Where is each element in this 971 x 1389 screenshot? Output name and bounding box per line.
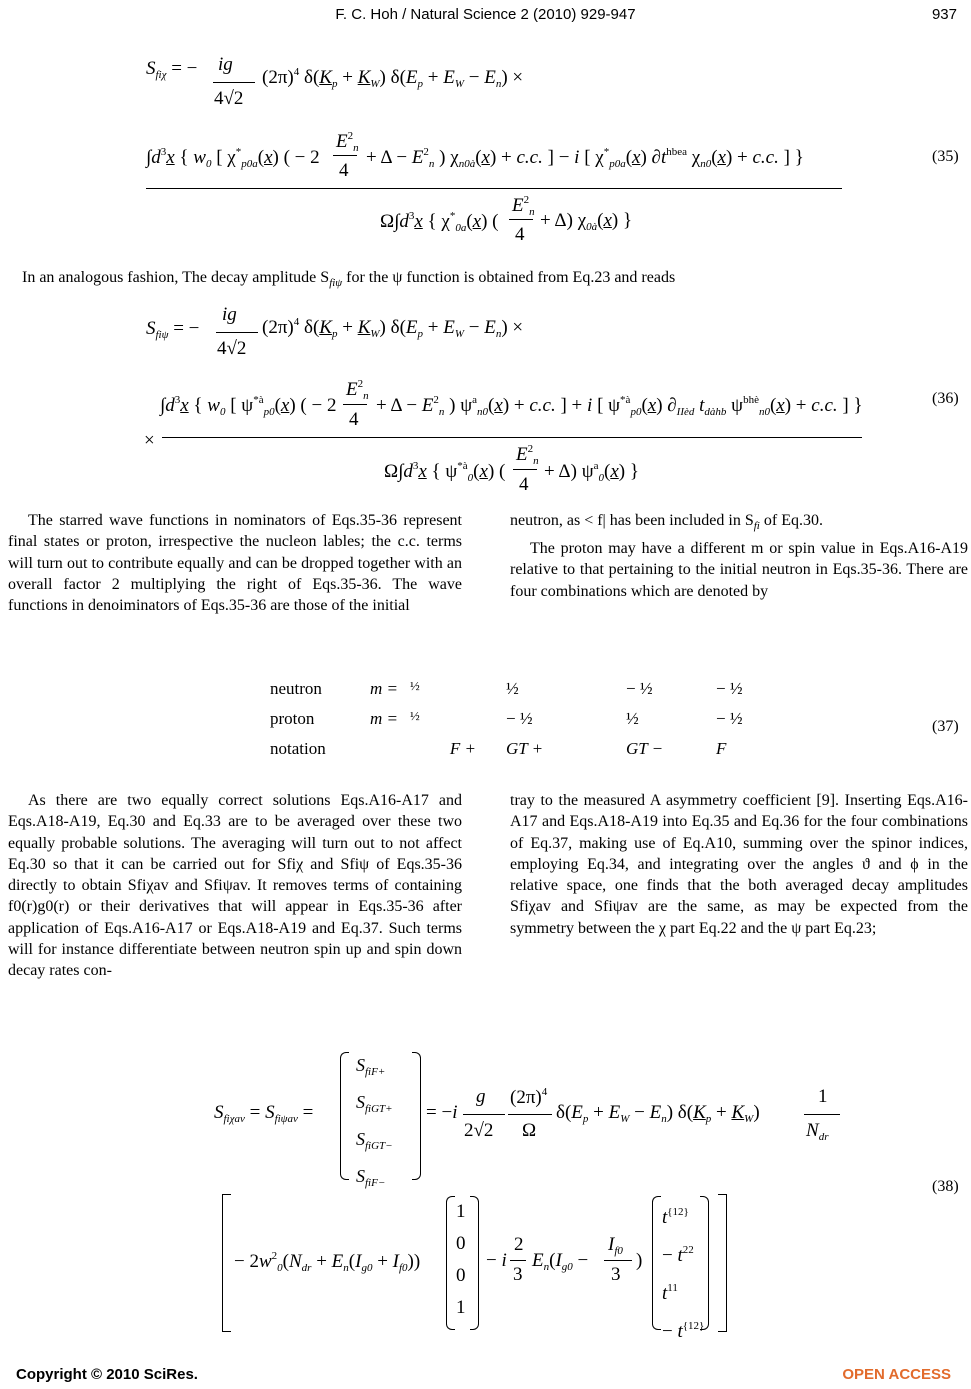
- page-number: 937: [931, 6, 957, 23]
- open-access-label: OPEN ACCESS: [842, 1366, 951, 1383]
- paragraph-right-3: tray to the measured A asymmetry coefficient [9]. Inserting Eqs.A16-A17 and Eqs.A18-A19 into Eq.35 and Eq.36 for the four combinations of Eq.37, making use of Eq.A10, summing over the spinor indices, employing Eq.34, and integrating over the angles ϑ and ϕ in the relative space, one finds that the both averaged decay amplitudes Sfiχav and Sfiψav are the same, as may be expected from the symmetry between the χ part Eq.22 and the ψ part Eq.23;: [510, 792, 968, 937]
- paragraph-right-2: The proton may have a different m or spin value in Eqs.A16-A19 relative to that pertaining to the initial neutron in Eqs.35-36. There are four combinations which are denoted by: [510, 540, 968, 600]
- equation-number: (36): [932, 390, 959, 407]
- copyright-footer: Copyright © 2010 SciRes.: [16, 1366, 198, 1383]
- paragraph-left-1: The starred wave functions in nominators of Eqs.35-36 represent final states or proton, irrespective the nucleon lables; the c.c. terms will turn out to contribute equally and can be dropped together with an overall factor 2 multiplying the right of Eqs.35-36. The wave functions in denoiminators of Eqs.35-36 are those of the initial: [8, 512, 462, 615]
- equation-37-table: neutron m = ½ − ½ − ½ proton m = − ½ ½ − ½ notation F + GT + GT − F ½ ½: [270, 674, 796, 764]
- table-row: proton m = − ½ ½ − ½: [270, 709, 743, 728]
- paragraph: In an analogous fashion, The decay amplitude $S_{fi\psi}$ for the ψ function is obtained from Eq.23 and reads: [22, 269, 676, 289]
- equation-number: (37): [932, 718, 959, 735]
- equation-number: (35): [932, 148, 959, 165]
- paragraph-left-2: As there are two equally correct solutions Eqs.A16-A17 and Eqs.A18-A19, Eq.30 and Eq.33 are to be averaged over these two equally probable solutions. The averaging will turn out to not affect Eq.30 so that it can be carried out for Sfiχ and Sfiψ of Eqs.35-36 directly to obtain Sfiχav and Sfiψav. It removes terms of containing f0(r)g0(r) or their derivatives that will appear in Eqs.35-36 after application of Eqs.A16-A17 or Eqs.A18-A19 and Eq.37. Such terms will for instance differentiate between neutron spin up and spin down decay rates con-: [8, 792, 462, 980]
- paragraph-right-1: neutron, as < f| has been included in $S_{fi}$ of Eq.30.: [510, 512, 823, 532]
- running-header: F. C. Hoh / Natural Science 2 (2010) 929-947: [335, 6, 636, 23]
- table-row: notation F + GT + GT − F: [270, 739, 727, 758]
- equation-number: (38): [932, 1178, 959, 1195]
- table-row: neutron m = ½ − ½ − ½: [270, 679, 743, 698]
